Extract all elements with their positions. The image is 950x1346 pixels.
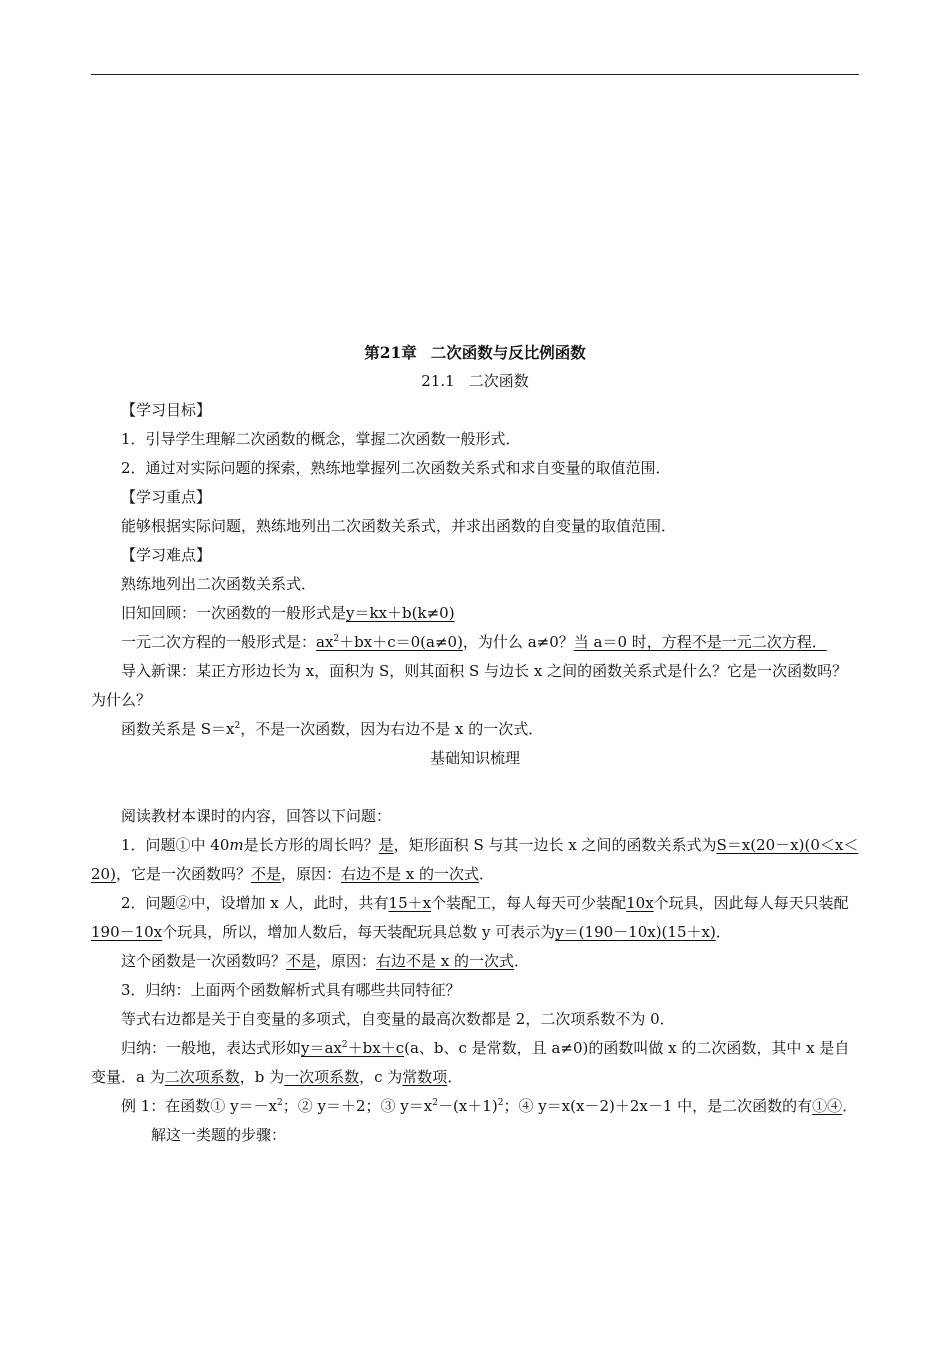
answer-general-form: $y=ax^2+bx+c$ [301, 1039, 405, 1057]
answer-q1-yes: 是 [378, 836, 394, 854]
answer-q1-formula: S＝x(20－x)(0＜x＜20) [91, 836, 859, 883]
intro-answer: 函数关系是 $S=x^2$，不是一次函数，因为右边不是 x 的一次式． [121, 720, 544, 738]
answer-q2-less: 10x [626, 894, 654, 912]
question-1: 1．问题①中 40m是长方形的周长吗？是，矩形面积 S 与其一边长 x 之间的函数关系式为S＝x(20－x)(0＜x＜20)，它是一次函数吗？不是，原因：右边不是 x 的一次式． [91, 836, 859, 883]
chapter-number: 第21章 [364, 343, 417, 362]
answer-constant: 常数项 [402, 1068, 448, 1086]
summary: 归纳：一般地，表达式形如$y=ax^2+bx+c(a$、b、c 是常数，且 a≠0)的函数叫做 x 的二次函数，其中 x 是自变量．a 为二次项系数，b 为一次项系数，c 为常数项． [91, 1039, 850, 1086]
answer-linear-form: y＝kx＋b(k≠0) [346, 604, 455, 622]
question-2: 2．问题②中，设增加 x 人，此时，共有15＋x个装配工，每人每天可少装配10x个玩具，因此每人每天只装配190－10x个玩具，所以，增加人数后，每天装配玩具总数 y 可表示为y＝(190－10x)(15＋x)． [91, 894, 849, 941]
solution-steps: 解这一类题的步骤： [151, 1126, 287, 1144]
answer-why: 当 a＝0 时，方程不是一元二次方程． [573, 633, 827, 651]
objective-item-2: 2．通过对实际问题的探索，熟练地掌握列二次函数关系式和求自变量的取值范围． [121, 459, 671, 477]
review-linear [91, 599, 859, 628]
review-linear-text: 旧知回顾：一次函数的一般形式是 [121, 604, 347, 622]
answer-q1-reason: 右边不是 x 的一次式 [341, 865, 479, 883]
intro-question: 导入新课：某正方形边长为 x，面积为 S，则其面积 S 与边长 x 之间的函数关系式是什么？它是一次函数吗？为什么？ [91, 662, 848, 709]
answer-quadratic-equation: $ax^2+bx+c=0(a\ne 0)$ [316, 633, 463, 651]
answer-q1-not: 不是 [250, 865, 281, 883]
answer-q2b-reason: 右边不是 x 的一次式 [376, 952, 515, 970]
difficulties-heading: 【学习难点】 [121, 546, 212, 564]
answer-q2b-not: 不是 [286, 952, 317, 970]
objective-item-1: 1．引导学生理解二次函数的概念，掌握二次函数一般形式． [121, 430, 521, 448]
chapter-name: 二次函数与反比例函数 [430, 343, 586, 362]
answer-example-1: ①④ [812, 1097, 843, 1115]
keypoints-text: 能够根据实际问题，熟练地列出二次函数关系式，并求出函数的自变量的取值范围． [121, 517, 677, 535]
keypoints-heading: 【学习重点】 [121, 488, 212, 506]
question-2b: 这个函数是一次函数吗？不是，原因：右边不是 x 的一次式． [121, 952, 530, 970]
difficulties-text: 熟练地列出二次函数关系式． [121, 575, 317, 593]
question-3-answer: 等式右边都是关于自变量的多项式，自变量的最高次数都是 2，二次项系数不为 0． [121, 1010, 675, 1028]
objectives-heading: 【学习目标】 [121, 401, 212, 419]
example-1: 例 1：在函数① $y=-x^2$；② y＝＋2；③ $y=x^2-(x+1)^2$；④ y＝x(x－2)＋2x－1 中，是二次函数的有①④． [121, 1097, 858, 1115]
answer-q2-workers: 15＋x [388, 894, 432, 912]
spacer [91, 773, 859, 802]
basics-heading: 基础知识梳理 [429, 749, 520, 767]
reading-instruction: 阅读教材本课时的内容，回答以下问题： [121, 807, 392, 825]
section-title [91, 367, 859, 396]
answer-q2-formula: y＝(190－10x)(15＋x) [555, 923, 716, 941]
section-number: 21.1 [421, 372, 455, 390]
review-why-text: ，为什么 a≠0？ [462, 633, 574, 651]
review-quadratic-equation [91, 628, 859, 657]
chapter-title [91, 338, 859, 367]
section-name: 二次函数 [468, 372, 529, 390]
review-quadratic-text: 一元二次方程的一般形式是： [121, 633, 317, 651]
answer-q2-each: 190－10x [91, 923, 163, 941]
question-3: 3．归纳：上面两个函数解析式具有哪些共同特征？ [121, 981, 461, 999]
worksheet-page [91, 338, 859, 1150]
answer-linear-coef: 一次项系数 [284, 1068, 360, 1086]
unit-meter: m [229, 836, 244, 854]
header-rule [91, 74, 859, 75]
answer-quadratic-coef: 二次项系数 [164, 1068, 240, 1086]
